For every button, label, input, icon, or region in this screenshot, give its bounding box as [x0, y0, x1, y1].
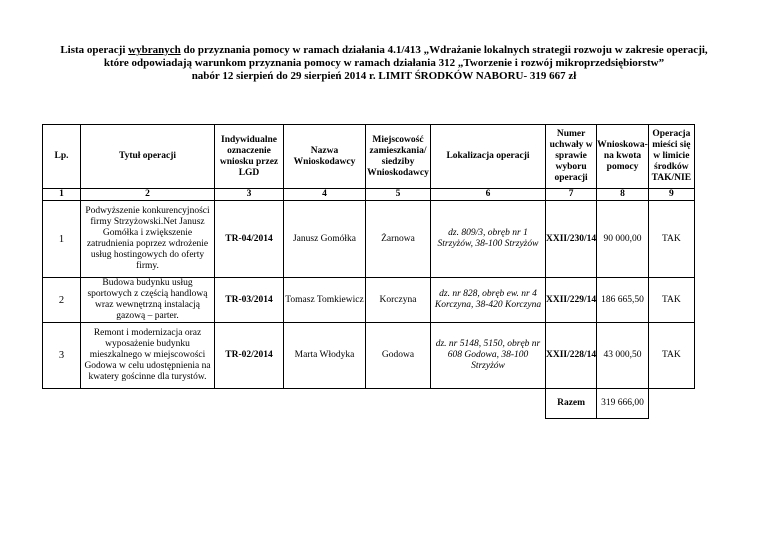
header-lp: Lp.: [43, 125, 81, 189]
row-applicant: Marta Włodyka: [284, 323, 366, 389]
row-id: TR-02/2014: [215, 323, 284, 389]
heading-underlined-word: wybranych: [128, 44, 181, 56]
row-resolution: XXII/228/14: [546, 323, 597, 389]
column-number: 7: [546, 189, 597, 201]
row-resolution: XXII/229/14: [546, 278, 597, 323]
row-limit: TAK: [648, 323, 694, 389]
row-residence: Godowa: [366, 323, 431, 389]
row-title: Remont i modernizacja oraz wyposażenie budynku mieszkalnego w miejscowości Godowa w celu udostępnienia na kwatery gościnne dla turystów.: [81, 323, 215, 389]
table-row: [43, 278, 695, 323]
heading-line-1-end: do przyznania pomocy w ramach działania 4.1/413 „Wdrażanie lokalnych strategii rozwoju w zakresie operacji,: [180, 44, 708, 56]
table-row: [43, 201, 695, 278]
header-id: Indywidualne oznaczenie wniosku przez LGD: [215, 125, 284, 189]
header-resolution: Numer uchwały w sprawie wyboru operacji: [546, 125, 597, 189]
header-applicant: Nazwa Wnioskodawcy: [284, 125, 366, 189]
row-lp: 1: [43, 201, 81, 278]
operations-table: [42, 124, 695, 419]
heading-line-3: nabór 12 sierpień do 29 sierpień 2014 r. LIMIT ŚRODKÓW NABORU- 319 667 zł: [191, 70, 577, 82]
column-number: 1: [43, 189, 81, 201]
column-number: 9: [648, 189, 694, 201]
row-amount: 90 000,00: [597, 201, 649, 278]
header-limit: Operacja mieści się w limicie środków TAK/NIE: [648, 125, 694, 189]
heading-line-2: które odpowiadają warunkom przyznania pomocy w ramach działania 312 „Tworzenie i rozwój mikroprzedsiębiorstw”: [103, 57, 665, 69]
header-location: Lokalizacja operacji: [431, 125, 546, 189]
column-number: 6: [431, 189, 546, 201]
row-id: TR-04/2014: [215, 201, 284, 278]
row-location: dz. 809/3, obręb nr 1 Strzyżów, 38-100 Strzyżów: [431, 201, 546, 278]
row-residence: Korczyna: [366, 278, 431, 323]
column-number-row: [43, 189, 695, 201]
row-lp: 2: [43, 278, 81, 323]
row-location: dz. nr 5148, 5150, obręb nr 608 Godowa, 38-100 Strzyżów: [431, 323, 546, 389]
total-label: Razem: [546, 389, 597, 419]
total-value: 319 666,00: [597, 389, 649, 419]
total-row-spacer: [43, 389, 546, 419]
header-residence: Miejscowość zamieszkania/ siedziby Wnioskodawcy: [366, 125, 431, 189]
table-header-row: [43, 125, 695, 189]
document-heading: [40, 44, 728, 83]
row-residence: Żarnowa: [366, 201, 431, 278]
total-row: [43, 389, 695, 419]
heading-line-1: [40, 44, 728, 57]
row-location: dz. nr 828, obręb ew. nr 4 Korczyna, 38-420 Korczyna: [431, 278, 546, 323]
column-number: 4: [284, 189, 366, 201]
row-limit: TAK: [648, 278, 694, 323]
row-resolution: XXII/230/14: [546, 201, 597, 278]
total-row-end-spacer: [648, 389, 694, 419]
column-number: 2: [81, 189, 215, 201]
row-id: TR-03/2014: [215, 278, 284, 323]
row-title: Podwyższenie konkurencyjności firmy Strzyżowski.Net Janusz Gomółka i zwiększenie zatrudnienia poprzez wdrożenie usług hostingowych do oferty firmy.: [81, 201, 215, 278]
table-row: [43, 323, 695, 389]
row-lp: 3: [43, 323, 81, 389]
row-title: Budowa budynku usług sportowych z częścią handlową wraz wewnętrzną instalacją gazową – parter.: [81, 278, 215, 323]
header-amount: Wnioskowa-na kwota pomocy: [597, 125, 649, 189]
row-limit: TAK: [648, 201, 694, 278]
column-number: 5: [366, 189, 431, 201]
column-number: 3: [215, 189, 284, 201]
row-amount: 43 000,50: [597, 323, 649, 389]
heading-line-1-start: Lista operacji: [60, 44, 129, 56]
row-applicant: Tomasz Tomkiewicz: [284, 278, 366, 323]
row-amount: 186 665,50: [597, 278, 649, 323]
row-applicant: Janusz Gomółka: [284, 201, 366, 278]
header-title: Tytuł operacji: [81, 125, 215, 189]
column-number: 8: [597, 189, 649, 201]
